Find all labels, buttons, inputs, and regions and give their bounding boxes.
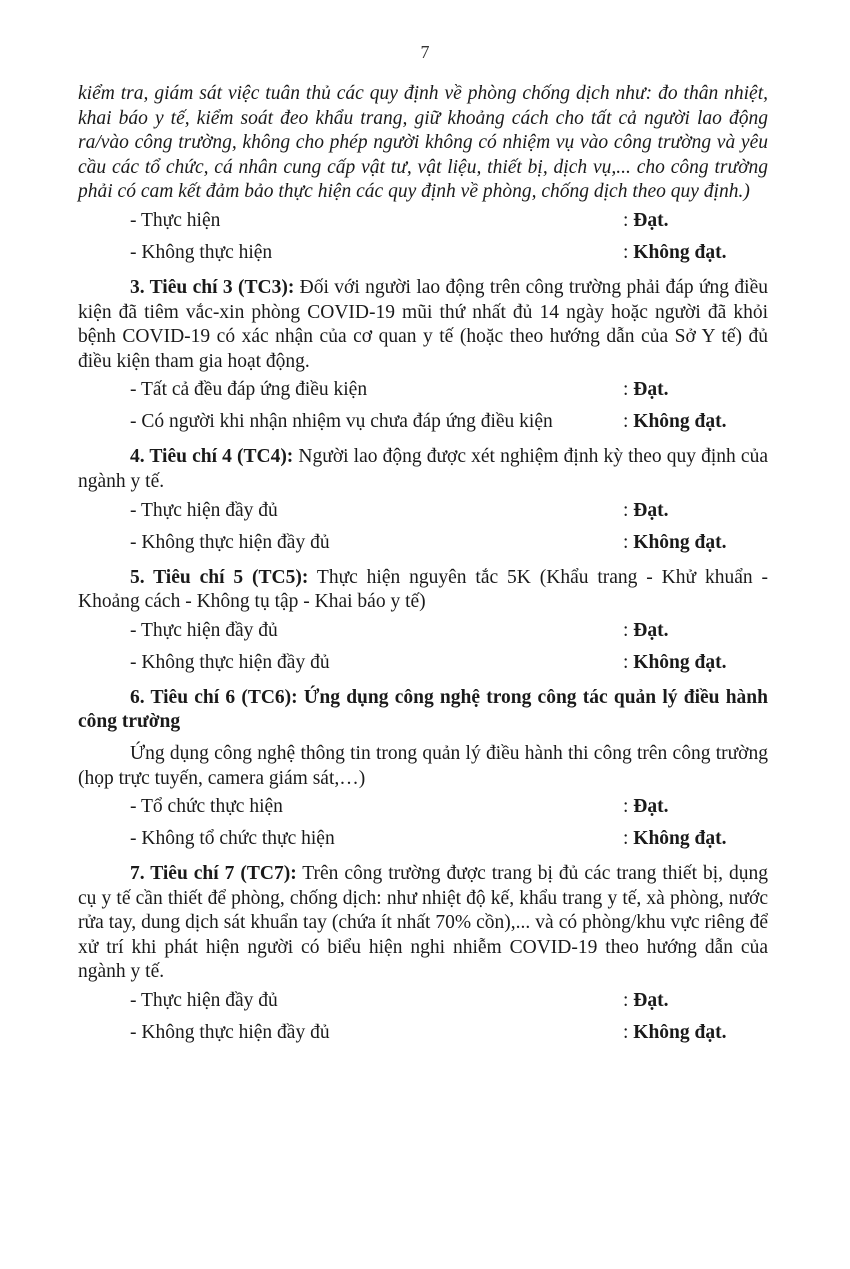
option-label: - Tổ chức thực hiện (130, 796, 283, 818)
option-label: - Thực hiện đầy đủ (130, 499, 278, 521)
option-result-value: Không đạt. (633, 828, 727, 850)
option-row (78, 615, 768, 647)
criterion-5-heading: 5. Tiêu chí 5 (TC5): (130, 566, 309, 588)
option-result: : Đạt. (623, 796, 669, 818)
option-row (78, 985, 768, 1017)
option-row (78, 1017, 768, 1049)
option-result: : Đạt. (623, 619, 669, 641)
criterion-6-heading: 6. Tiêu chí 6 (TC6): Ứng dụng công nghệ trong công tác quản lý điều hành công trường (78, 686, 768, 733)
option-row (78, 495, 768, 527)
option-result: : Đạt. (623, 209, 669, 231)
option-result-value: Đạt. (633, 499, 669, 521)
option-row (78, 205, 768, 237)
criterion-7-text: Trên công trường được trang bị đủ các trang thiết bị, dụng cụ y tế cần thiết để phòng, chống dịch: như nhiệt độ kế, khẩu trang y tế, xà phòng, nước rửa tay, dung dịch sát khuẩn tay (chứa ít nhất 70% cồn),... và có phòng/khu vực riêng để xử trí khi phát hiện người có biểu hiện nghi nhiễm COVID-19 theo hướng dẫn của ngành y tế. (78, 863, 768, 983)
option-label: - Tất cả đều đáp ứng điều kiện (130, 379, 368, 401)
page-number: 7 (420, 42, 430, 62)
criterion-7-paragraph (78, 862, 768, 985)
criterion-6-text: Ứng dụng công nghệ thông tin trong quản lý điều hành thi công trên công trường (họp trực tuyến, camera giám sát,…) (78, 742, 768, 789)
criterion-7-heading: 7. Tiêu chí 7 (TC7): (130, 863, 297, 885)
intro-paragraph: kiểm tra, giám sát việc tuân thủ các quy định về phòng chống dịch như: đo thân nhiệt, khai báo y tế, kiểm soát đeo khẩu trang, giữ khoảng cách cho tất cả người lao động ra/vào công trường, không cho phép người không có nhiệm vụ vào công trường và yêu cầu các tổ chức, cá nhân cung cấp vật tư, vật liệu, thiết bị, dịch vụ,... cho công trường phải có cam kết đảm bảo thực hiện các quy định về phòng, chống dịch theo quy định.) (78, 83, 768, 203)
option-result-value: Đạt. (633, 796, 669, 818)
option-label: - Không tổ chức thực hiện (130, 828, 335, 850)
option-result: : Không đạt. (623, 828, 727, 850)
option-label: - Thực hiện đầy đủ (130, 990, 278, 1012)
document-body (78, 82, 768, 1049)
option-label: - Thực hiện (130, 209, 221, 231)
option-result-value: Đạt. (633, 619, 669, 641)
option-result-value: Đạt. (633, 990, 669, 1012)
option-result: : Đạt. (623, 499, 669, 521)
option-label: - Không thực hiện đầy đủ (130, 531, 330, 553)
option-row (78, 237, 768, 269)
option-label: - Có người khi nhận nhiệm vụ chưa đáp ứng điều kiện (130, 411, 553, 433)
option-label: - Thực hiện đầy đủ (130, 619, 278, 641)
criterion-5-text: Thực hiện nguyên tắc 5K (Khẩu trang - Khử khuẩn - Khoảng cách - Không tụ tập - Khai báo y tế) (78, 566, 768, 613)
option-label: - Không thực hiện đầy đủ (130, 1022, 330, 1044)
option-result-value: Không đạt. (633, 1022, 727, 1044)
option-result: : Không đạt. (623, 531, 727, 553)
option-result-value: Không đạt. (633, 651, 727, 673)
criterion-4-heading: 4. Tiêu chí 4 (TC4): (130, 446, 294, 468)
option-row (78, 823, 768, 855)
option-row (78, 527, 768, 559)
criterion-3-paragraph (78, 276, 768, 374)
option-result: : Đạt. (623, 990, 669, 1012)
option-result: : Đạt. (623, 379, 669, 401)
option-row (78, 406, 768, 438)
option-result-value: Đạt. (633, 209, 669, 231)
criterion-3-text: Đối với người lao động trên công trường phải đáp ứng điều kiện đã tiêm vắc-xin phòng COVID-19 mũi thứ nhất đủ 14 ngày hoặc người đã khỏi bệnh COVID-19 có xác nhận của cơ quan y tế (hoặc theo hướng dẫn của Sở Y tế) đủ điều kiện tham gia hoạt động. (78, 276, 768, 372)
option-result-value: Không đạt. (633, 411, 727, 433)
option-result: : Không đạt. (623, 651, 727, 673)
option-result-value: Không đạt. (633, 531, 727, 553)
criterion-4-text: Người lao động được xét nghiệm định kỳ theo quy định của ngành y tế. (78, 446, 768, 492)
option-row (78, 374, 768, 406)
option-result-value: Không đạt. (633, 241, 727, 263)
criterion-3-heading: 3. Tiêu chí 3 (TC3): (130, 276, 295, 298)
option-row (78, 647, 768, 679)
option-result: : Không đạt. (623, 411, 727, 433)
criterion-4-paragraph (78, 445, 768, 494)
option-row (78, 791, 768, 823)
criterion-5-paragraph (78, 566, 768, 615)
option-result-value: Đạt. (633, 379, 669, 401)
option-result: : Không đạt. (623, 1022, 727, 1044)
option-label: - Không thực hiện đầy đủ (130, 651, 330, 673)
option-label: - Không thực hiện (130, 241, 273, 263)
option-result: : Không đạt. (623, 241, 727, 263)
